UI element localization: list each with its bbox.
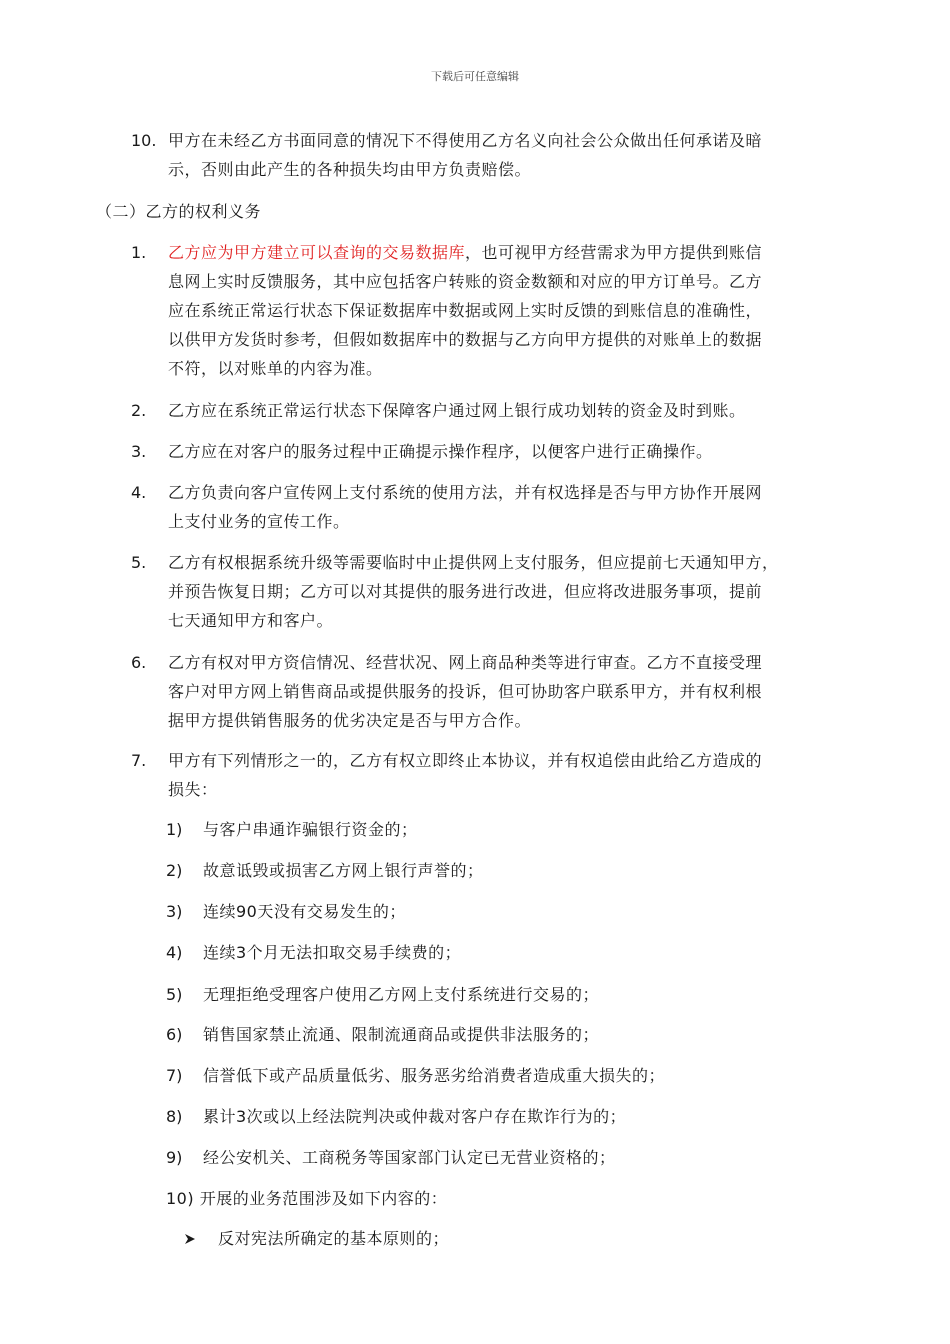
subitem-7-number: 7) [166,1066,183,1085]
item-6-line-3: 据甲方提供销售服务的优劣决定是否与甲方合作。 [168,711,532,730]
subitem-8-text: 累计3次或以上经法院判决或仲裁对客户存在欺诈行为的； [203,1107,627,1126]
item-1-emphasis: 乙方应为甲方建立可以查询的交易数据库 [168,243,466,262]
item-4-number: 4. [131,483,147,502]
subitem-6-number: 6) [166,1025,183,1044]
subitem-4-text: 连续3个月无法扣取交易手续费的； [203,943,462,962]
item-1-line-1-rest: ，也可视甲方经营需求为甲方提供到账信 [465,243,763,262]
item-5-line-3: 七天通知甲方和客户。 [168,611,334,630]
item-1-line-2: 息网上实时反馈服务，其中应包括客户转账的资金数额和对应的甲方订单号。乙方 [168,272,763,291]
subitem-3-text: 连续90天没有交易发生的； [203,902,406,921]
item-4-line-1: 乙方负责向客户宣传网上支付系统的使用方法，并有权选择是否与甲方协作开展网 [168,483,763,502]
item-1-line-1 [168,238,762,267]
item-6-line-1: 乙方有权对甲方资信情况、经营状况、网上商品种类等进行审查。乙方不直接受理 [168,653,763,672]
subitem-7-text: 信誉低下或产品质量低劣、服务恶劣给消费者造成重大损失的； [203,1066,666,1085]
subitem-9-text: 经公安机关、工商税务等国家部门认定已无营业资格的； [203,1148,616,1167]
item-1-line-3: 应在系统正常运行状态下保证数据库中数据或网上实时反馈的到账信息的准确性， [168,301,763,320]
item-7-line-2: 损失： [168,780,218,799]
subitem-8-number: 8) [166,1107,183,1126]
item-3-number: 3. [131,442,147,461]
item-5-line-1: 乙方有权根据系统升级等需要临时中止提供网上支付服务，但应提前七天通知甲方， [168,553,779,572]
subitem-2-text: 故意诋毁或损害乙方网上银行声誉的； [203,861,484,880]
subitem-1-number: 1) [166,820,183,839]
subitem-5-number: 5) [166,985,183,1004]
item-1-line-4: 以供甲方发货时参考，但假如数据库中的数据与乙方向甲方提供的对账单上的数据 [168,330,763,349]
bullet-text: 反对宪法所确定的基本原则的； [218,1229,450,1248]
item-10-number: 10. [131,131,157,150]
item-4-line-2: 上支付业务的宣传工作。 [168,512,350,531]
item-1-line-5: 不符，以对账单的内容为准。 [168,359,383,378]
item-1-number: 1. [131,243,147,262]
item-2-line-1: 乙方应在系统正常运行状态下保障客户通过网上银行成功划转的资金及时到账。 [168,401,746,420]
item-3-line-1: 乙方应在对客户的服务过程中正确提示操作程序，以便客户进行正确操作。 [168,442,713,461]
subitem-3-number: 3) [166,902,183,921]
item-5-line-2: 并预告恢复日期；乙方可以对其提供的服务进行改进，但应将改进服务事项，提前 [168,582,763,601]
item-10-line-2: 示，否则由此产生的各种损失均由甲方负责赔偿。 [168,160,532,179]
subitem-6-text: 销售国家禁止流通、限制流通商品或提供非法服务的； [203,1025,600,1044]
subitem-1-text: 与客户串通诈骗银行资金的； [203,820,418,839]
item-5-number: 5. [131,553,147,572]
page-header: 下载后可任意编辑 [431,70,519,83]
item-6-line-2: 客户对甲方网上销售商品或提供服务的投诉，但可协助客户联系甲方，并有权利根 [168,682,763,701]
item-10-line-1: 甲方在未经乙方书面同意的情况下不得使用乙方名义向社会公众做出任何承诺及暗 [168,131,763,150]
subitem-9-number: 9) [166,1148,183,1167]
subitem-2-number: 2) [166,861,183,880]
subitem-10-text: 10) 开展的业务范围涉及如下内容的： [166,1189,448,1208]
item-7-number: 7. [131,751,147,770]
item-2-number: 2. [131,401,147,420]
subitem-5-text: 无理拒绝受理客户使用乙方网上支付系统进行交易的； [203,985,600,1004]
arrow-bullet-icon [183,1226,197,1255]
item-7-line-1: 甲方有下列情形之一的，乙方有权立即终止本协议，并有权追偿由此给乙方造成的 [168,751,763,770]
item-6-number: 6. [131,653,147,672]
section-heading: （二）乙方的权利义务 [96,202,262,221]
subitem-4-number: 4) [166,943,183,962]
